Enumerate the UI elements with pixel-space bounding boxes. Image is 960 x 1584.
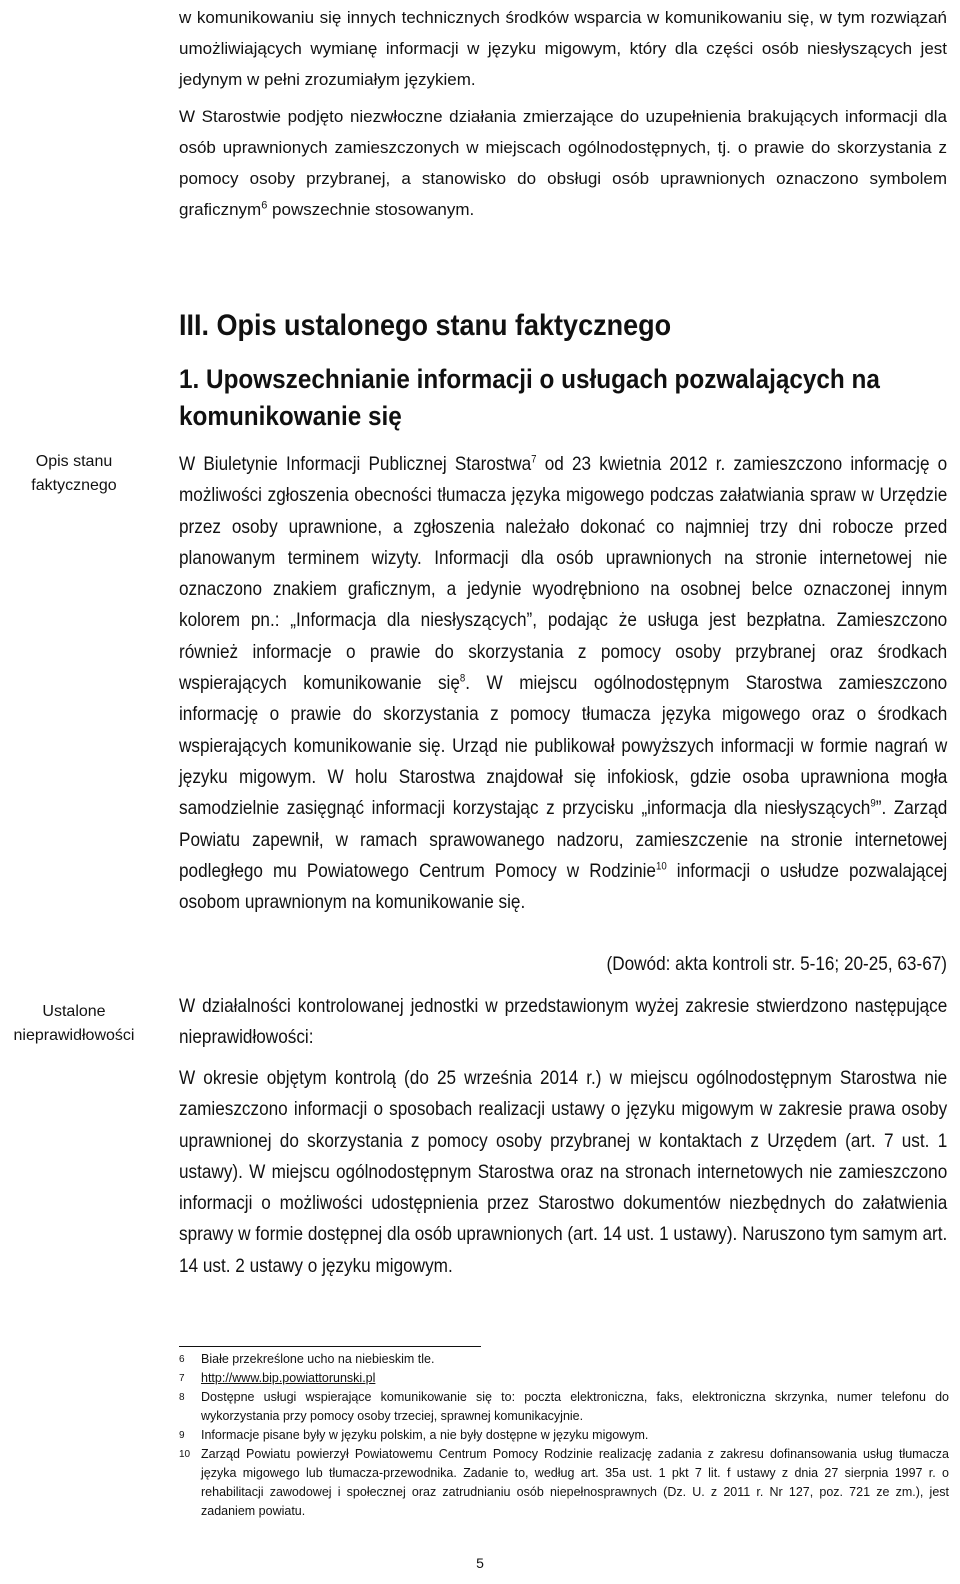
- evidence-block: [179, 949, 947, 979]
- footnote-text: Informacje pisane były w języku polskim, a nie były dostępne w języku migowym.: [201, 1428, 649, 1442]
- intro-block: [179, 2, 947, 225]
- footnote-divider: [179, 1346, 481, 1347]
- footnote-text: Zarząd Powiatu powierzył Powiatowemu Centrum Pomocy Rodzinie realizację zadania z zakresu dofinansowania usług tłumacza języka migowego lub tłumacza-przewodnika. Zadanie to, według art. 35a ust. 1 pkt 7 lit. f ustawy z dnia 27 sierpnia 1997 r. o rehabilitacji zawodowej i społecznej oraz zatrudnianiu osób niepełnosprawnych (Dz. U. z 2011 r. Nr 127, poz. 721 ze zm.), jest zadaniem powiatu.: [201, 1447, 949, 1518]
- main-paragraph-part-3: . W miejscu ogólnodostępnym Starostwa zamieszczono informację o prawie do skorzystania z pomocy tłumacza języka migowego oraz o środkach wspierających komunikowanie się. Urząd nie publikował powyższych informacji w formie nagrań w języku migowym. W holu Starostwa znajdował się infokiosk, gdzie osoba uprawniona mogła samodzielnie zasięgnąć informacji korzystając z przycisku „informacja dla niesłyszących: [179, 672, 948, 820]
- footnotes: [179, 1350, 949, 1521]
- footnote-text: Białe przekreślone ucho na niebieskim tle.: [201, 1352, 435, 1366]
- main-paragraph: [179, 449, 947, 918]
- footnote-text: Dostępne usługi wspierające komunikowanie się to: poczta elektroniczna, faks, elektroniczna skrzynka, numer telefonu do wykorzystania przy pomocy osoby trzeciej, sprawnej komunikacyjnie.: [201, 1390, 949, 1423]
- footnote-number: 8: [179, 1392, 185, 1403]
- footnote-6: [179, 1350, 949, 1369]
- footnote-ref-10: 10: [655, 860, 667, 873]
- evidence-note: (Dowód: akta kontroli str. 5-16; 20-25, 63-67): [606, 953, 947, 975]
- footnote-number: 9: [179, 1430, 185, 1441]
- footnote-ref-6: 6: [261, 199, 268, 212]
- page-number: 5: [476, 1555, 484, 1571]
- footnote-8: [179, 1388, 949, 1426]
- subsection-title: 1. Upowszechnianie informacji o usługach pozwalających na komunikowanie się: [179, 364, 880, 431]
- findings-detail-block: [179, 1063, 947, 1282]
- footnote-ref-9: 9: [870, 797, 876, 810]
- findings-intro: W działalności kontrolowanej jednostki w przedstawionym wyżej zakresie stwierdzono następujące nieprawidłowości:: [179, 995, 948, 1049]
- footnote-number: 10: [179, 1449, 191, 1460]
- intro-paragraph-2: [179, 101, 947, 225]
- intro-paragraph-2-text: W Starostwie podjęto niezwłoczne działania zmierzające do uzupełnienia brakujących informacji dla osób uprawnionych zamieszczonych w miejscach ogólnodostępnych, tj. o prawie do skorzystania z pomocy osoby przybranej, a stanowisko do obsługi osób uprawnionych oznaczono symbolem graficznym: [179, 107, 947, 219]
- footnote-9: [179, 1426, 949, 1445]
- subsection-heading-block: [179, 361, 947, 435]
- findings-detail: W okresie objętym kontrolą (do 25 września 2014 r.) w miejscu ogólnodostępnym Starostwa nie zamieszczono informacji o sposobach realizacji ustawy o języku migowym w zakresie prawa osoby uprawnionej do skorzystania z pomocy osoby przybranej w kontaktach z Urzędem (art. 7 ust. 1 ustawy). W miejscu ogólnodostępnym Starostwa oraz na stronach internetowych nie zamieszczono informacji o możliwości udostępnienia przez Starostwo dokumentów niezbędnych do załatwienia sprawy w formie dostępnej dla osób uprawnionych (art. 14 ust. 1 ustawy). Naruszono tym samym art. 14 ust. 2 ustawy o języku migowym.: [179, 1067, 948, 1277]
- footnote-10: [179, 1445, 949, 1521]
- section-title: III. Opis ustalonego stanu faktycznego: [179, 309, 672, 342]
- main-paragraph-block: [179, 449, 947, 918]
- findings-intro-block: [179, 991, 947, 1054]
- main-paragraph-part-2: od 23 kwietnia 2012 r. zamieszczono informację o możliwości zgłoszenia obecności tłumacza języka migowego podczas załatwiania spraw w Urzędzie przez osoby uprawnione, a zgłoszenia należało dokonać co najmniej trzy dni robocze przed planowanym terminem wizyty. Informacji dla osób uprawnionych na stronie internetowej nie oznaczono znakiem graficznym, a jedynie wyodrębniono na osobnej belce oznaczonej innym kolorem pn.: „Informacja dla niesłyszących”, podając że usługa jest bezpłatna. Zamieszczono również informacje o prawie do skorzystania z pomocy osoby przybranej oraz środkach wspierających komunikowanie się: [179, 453, 948, 695]
- footnote-7: [179, 1369, 949, 1388]
- footnote-ref-7: 7: [531, 453, 537, 466]
- margin-note-irregularities: Ustalone nieprawidłowości: [13, 1003, 135, 1044]
- main-paragraph-part-1: W Biuletynie Informacji Publicznej Starostwa: [179, 453, 532, 475]
- intro-paragraph-2-end: powszechnie stosowanym.: [267, 200, 475, 219]
- main-paragraph-part-5: informacji o usłudze pozwalającej osobom uprawnionym na komunikowanie się.: [179, 859, 948, 914]
- footnote-ref-8: 8: [459, 672, 466, 685]
- footnote-number: 6: [179, 1354, 185, 1365]
- section-heading-block: [179, 308, 947, 344]
- intro-paragraph-1: w komunikowaniu się innych technicznych środków wsparcia w komunikowaniu się, w tym rozwiązań umożliwiających wymianę informacji w języku migowym, który dla części osób niesłyszących jest jedynym w pełni zrozumiałym językiem.: [179, 8, 947, 89]
- footnote-link[interactable]: http://www.bip.powiattorunski.pl: [201, 1371, 376, 1385]
- footnote-number: 7: [179, 1373, 185, 1384]
- margin-note-state: Opis stanu faktycznego: [31, 453, 117, 494]
- main-paragraph-part-4: ”. Zarząd Powiatu zapewnił, w ramach sprawowanego nadzoru, zamieszczenie na stronie internetowej podległego mu Powiatowego Centrum Pomocy w Rodzinie: [179, 797, 948, 882]
